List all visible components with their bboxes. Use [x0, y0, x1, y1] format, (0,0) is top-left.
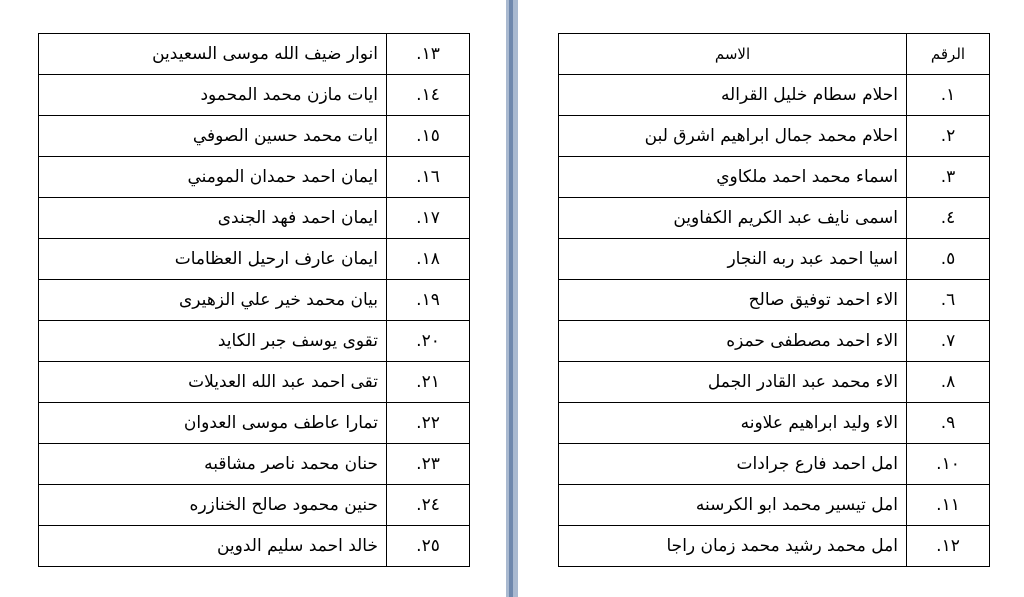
table-row	[559, 116, 990, 157]
student-name: اسيا احمد عبد ربه النجار	[559, 239, 907, 280]
student-name: اسمى نايف عبد الكريم الكفاوين	[559, 198, 907, 239]
student-name: احلام سطام خليل القراله	[559, 75, 907, 116]
row-number: ٢.	[907, 116, 990, 157]
row-number: ٢٣.	[387, 444, 470, 485]
student-name: حنين محمود صالح الخنازره	[39, 485, 387, 526]
names-table-continued	[38, 33, 470, 567]
table-row	[39, 75, 470, 116]
table-row	[559, 526, 990, 567]
table-row	[559, 198, 990, 239]
student-name: بيان محمد خير علي الزهيرى	[39, 280, 387, 321]
row-number: ١٦.	[387, 157, 470, 198]
row-number: ١٩.	[387, 280, 470, 321]
row-number: ٢٥.	[387, 526, 470, 567]
student-name: ايات محمد حسين الصوفي	[39, 116, 387, 157]
student-name: حنان محمد ناصر مشاقبه	[39, 444, 387, 485]
table-row	[39, 239, 470, 280]
student-name: احلام محمد جمال ابراهيم اشرق لبن	[559, 116, 907, 157]
student-name: الاء وليد ابراهيم علاونه	[559, 403, 907, 444]
page-left	[0, 0, 506, 597]
table-row	[39, 321, 470, 362]
table-row	[39, 403, 470, 444]
student-name: امل احمد فارع جرادات	[559, 444, 907, 485]
names-table	[558, 33, 990, 567]
row-number: ٩.	[907, 403, 990, 444]
row-number: ٣.	[907, 157, 990, 198]
row-number: ١٥.	[387, 116, 470, 157]
row-number: ١٨.	[387, 239, 470, 280]
table-row	[559, 321, 990, 362]
table-header-row	[559, 34, 990, 75]
table-row	[39, 157, 470, 198]
table-row	[559, 75, 990, 116]
table-row	[39, 362, 470, 403]
table-row	[559, 403, 990, 444]
student-name: تقوى يوسف جبر الكايد	[39, 321, 387, 362]
row-number: ١١.	[907, 485, 990, 526]
student-name: اسماء محمد احمد ملكاوي	[559, 157, 907, 198]
student-name: امل تيسير محمد ابو الكرسنه	[559, 485, 907, 526]
table-row	[39, 34, 470, 75]
row-number: ٢١.	[387, 362, 470, 403]
table-row	[39, 444, 470, 485]
page-divider	[509, 0, 513, 597]
student-name: الاء احمد مصطفى حمزه	[559, 321, 907, 362]
row-number: ٤.	[907, 198, 990, 239]
student-name: ايمان عارف ارحيل العظامات	[39, 239, 387, 280]
page-right	[518, 0, 1024, 597]
header-name: الاسم	[559, 34, 907, 75]
row-number: ٢٤.	[387, 485, 470, 526]
table-row	[559, 239, 990, 280]
student-name: انوار ضيف الله موسى السعيدين	[39, 34, 387, 75]
table-row	[559, 485, 990, 526]
table-row	[39, 198, 470, 239]
student-name: تقى احمد عبد الله العديلات	[39, 362, 387, 403]
student-name: الاء احمد توفيق صالح	[559, 280, 907, 321]
table-row	[39, 526, 470, 567]
student-name: ايات مازن محمد المحمود	[39, 75, 387, 116]
student-name: امل محمد رشيد محمد زمان راجا	[559, 526, 907, 567]
student-name: الاء محمد عبد القادر الجمل	[559, 362, 907, 403]
row-number: ٧.	[907, 321, 990, 362]
row-number: ١٢.	[907, 526, 990, 567]
row-number: ١٣.	[387, 34, 470, 75]
student-name: ايمان احمد حمدان المومني	[39, 157, 387, 198]
row-number: ٦.	[907, 280, 990, 321]
table-row	[559, 157, 990, 198]
table-row	[559, 444, 990, 485]
table-row	[39, 280, 470, 321]
row-number: ٢٢.	[387, 403, 470, 444]
row-number: ٥.	[907, 239, 990, 280]
row-number: ٢٠.	[387, 321, 470, 362]
table-row	[559, 362, 990, 403]
row-number: ٨.	[907, 362, 990, 403]
row-number: ١٤.	[387, 75, 470, 116]
student-name: تمارا عاطف موسى العدوان	[39, 403, 387, 444]
table-row	[559, 280, 990, 321]
row-number: ١.	[907, 75, 990, 116]
row-number: ١٠.	[907, 444, 990, 485]
student-name: ايمان احمد فهد الجندى	[39, 198, 387, 239]
header-number: الرقم	[907, 34, 990, 75]
student-name: خالد احمد سليم الدوين	[39, 526, 387, 567]
table-row	[39, 116, 470, 157]
table-row	[39, 485, 470, 526]
row-number: ١٧.	[387, 198, 470, 239]
